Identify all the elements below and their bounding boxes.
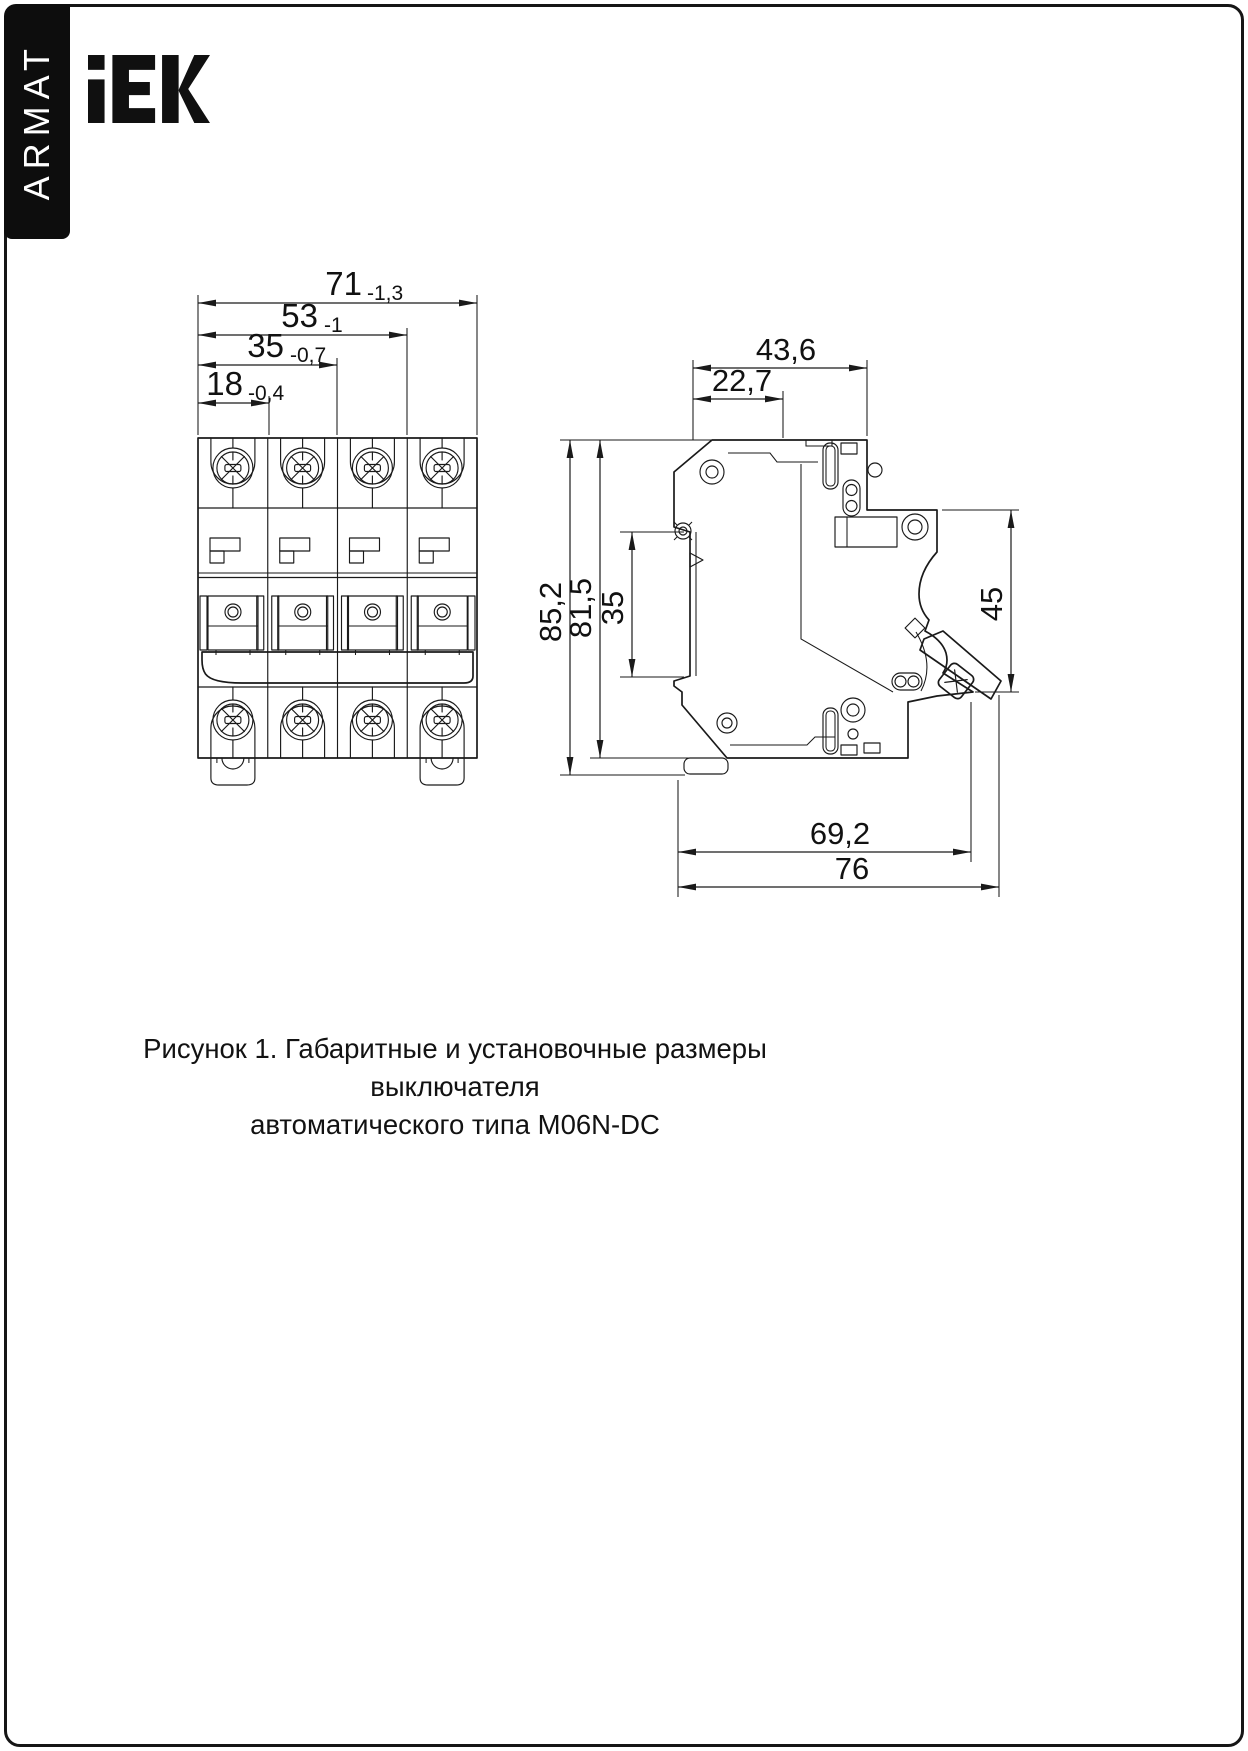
dim-height-85-2: 85,2 — [533, 581, 568, 643]
front-view-dimensions — [198, 265, 477, 435]
dim-depth-76: 76 — [834, 851, 870, 886]
dim-depth-43-6: 43,6 — [755, 332, 817, 367]
dim-rail-35: 35 — [595, 590, 630, 626]
dim-width-53-tolerance: -1 — [324, 314, 343, 337]
dim-width-35-tolerance: -0,7 — [290, 344, 327, 367]
armat-banner-label: ARMAT — [16, 42, 57, 201]
iek-logo-i-stem — [88, 79, 105, 123]
dimensional-drawing — [70, 240, 1130, 940]
terminal-screw-bottom — [213, 700, 253, 740]
toggle-face — [278, 596, 328, 655]
iek-logo-k-stem — [162, 55, 179, 123]
dim-width-18: 18 — [206, 365, 243, 402]
toggle-lever — [920, 631, 1001, 699]
dim-height-81-5: 81,5 — [563, 577, 598, 639]
iek-logo — [88, 55, 210, 123]
dim-front-45: 45 — [974, 586, 1009, 622]
front-view — [198, 265, 477, 785]
dim-width-71: 71 — [325, 265, 362, 302]
figure-caption — [55, 1030, 855, 1144]
toggle-face — [348, 596, 398, 655]
armat-brand-banner — [4, 4, 70, 239]
terminal-screw-bottom — [283, 700, 323, 740]
terminal-screw-bottom — [422, 700, 462, 740]
din-clip-front — [211, 758, 255, 785]
toggle-face — [208, 596, 258, 655]
terminal-screw-bottom — [352, 700, 392, 740]
din-clip-front — [420, 758, 464, 785]
toggle-face — [417, 596, 467, 655]
din-clip-side — [684, 758, 728, 774]
iek-logo-e — [112, 55, 155, 123]
terminal-screw-top — [352, 448, 392, 488]
terminal-screw-top — [422, 448, 462, 488]
dim-width-71-tolerance: -1,3 — [367, 282, 404, 305]
dim-width-53: 53 — [281, 297, 318, 334]
dim-width-35: 35 — [247, 327, 284, 364]
dim-depth-22-7: 22,7 — [711, 363, 773, 398]
iek-logo-k-legs — [179, 55, 210, 123]
terminal-screw-top — [213, 448, 253, 488]
iek-logo-i-dot — [88, 55, 105, 70]
figure-caption-line2: автоматического типа M06N-DC — [250, 1109, 660, 1140]
dim-width-18-tolerance: -0,4 — [248, 382, 285, 405]
dim-depth-69-2: 69,2 — [809, 816, 871, 851]
terminal-screw-top — [283, 448, 323, 488]
side-view-dimensions — [533, 332, 1019, 897]
side-view — [533, 332, 1019, 897]
figure-caption-line1: Рисунок 1. Габаритные и установочные размеры выключателя — [143, 1033, 767, 1102]
